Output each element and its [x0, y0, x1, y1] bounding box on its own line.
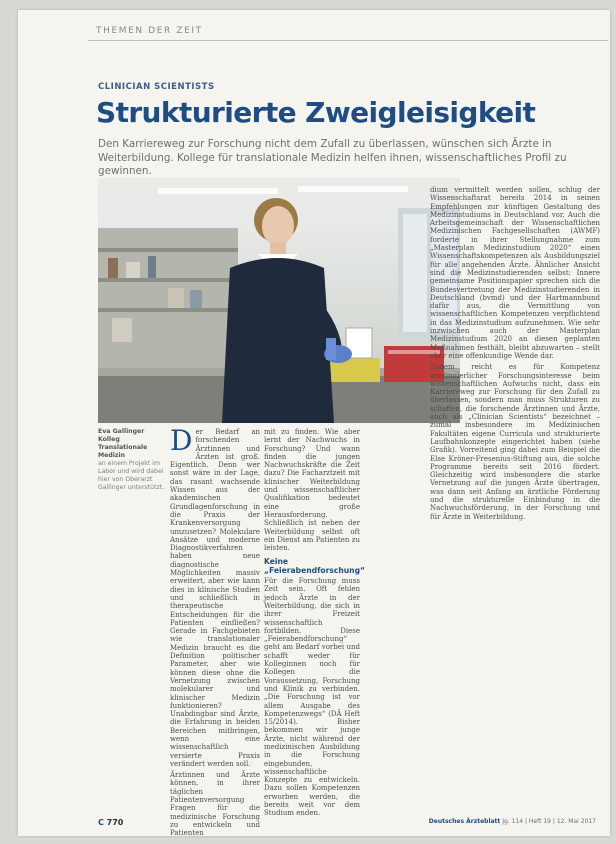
col3-paragraph-1: dium vermittelt werden sollen, schlug der Wissenschaftsrat bereits 2014 in seinen Empfehlungen zur künftigen Gestaltung des Medizinstudiums in Deutschland vor. Auch die Arbeitsgemeinschaft der Wissenschaftlichen Medizinischen Fachgesellschaften (AWMF) forderte in ihrer Stellungnahme zum „Masterplan Medizinstudium 2020“ einen Wissenschaftskompetenzen als Ausbildungsziel für alle angehenden Ärzte. Ähnlicher Ansicht sind die Medizinstudierenden selbst: Innere gemeinsame Positionspapier sprechen sich die Bundesvertretung der Medizinstudierenden in Deutschland (bvmd) und der Hartmannbund dafür aus, die Vermittlung von wissenschaftlichen Kompetenzen verpflichtend in das Medizinstudium aufzunehmen. Wie sehr inzwischen auch der Masterplan Medizinstudium 2020 an diesen geplanten Maßnahmen festhält, bleibt abzuwarten – stellt aber eine offenkundige Wende dar.	[430, 186, 600, 360]
researcher-in-lab-photo	[98, 178, 460, 423]
magazine-page	[18, 10, 610, 836]
caption-role: Kolleg Translationale Medizin	[98, 436, 148, 459]
col1-paragraph-2: Ärztinnen und Ärzte können, in ihrer täglichen Patientenversorgung Fragen für die medizinische Forschung zu entwickeln und Patienten	[170, 771, 260, 838]
caption-text: an einem Projekt im Labor und wird dabei hier von Oberarzt Gallinger unterstützt.	[98, 460, 165, 491]
page-prefix: C	[98, 818, 104, 827]
page-number-value: 770	[106, 818, 124, 827]
photo-caption	[98, 428, 168, 492]
article-column-2	[264, 428, 366, 821]
col2-paragraph-2: Für die Forschung muss Zeit sein. Oft fehlen jedoch Ärzte in der Weiterbildung, die sich in ihrer Freizeit wissenschaftlich fortbilden. Diese „Feierabendforschung“ geht am Bedarf vorbei und schafft weder für Kolleginnen noch für Kollegen die Voraussetzung, Forschung und Klinik zu verbinden. „Die Forschung ist vor allem Ausgabe des Kompetenzwegs“ (DÄ Heft 15/2014). Bisher bekommen wir junge Ärzte, nicht während der medizinischen Ausbildung in die Forschung eingebunden, wissenschaftliche Konzepte zu entwickeln. Dazu sollen Kompetenzen erworben werden, die bereits weit vor dem Studium enden.	[264, 577, 360, 818]
col1-paragraph-1: er Bedarf an forschenden Ärztinnen und Ärzten ist groß. Eigentlich. Denn wer sonst wäre in der Lage, das rasant wachsende Wissen aus der akademischen Grundlagenforschung in die Praxis der Krankenversorgung umzusetzen? Molekulare Ansätze und moderne Diagnostikverfahren haben neue diagnostische Möglichkeiten massiv erweitert, aber wie kann dies in klinische Studien und schließlich in therapeutische Entscheidungen für die Patienten einfließen? Gerade in Fachgebieten wie translationaler Medizin braucht es die Definition politischer Parameter, aber wie können diese ohne die Vernetzung zwischen molekularer und klinischer Medizin funktionieren? Unabdingbar sind Ärzte, die Erfahrung in beiden Bereichen mitbringen, wenn eine wissenschaftlich versierte Praxis verändert werden soll.	[170, 428, 260, 768]
article-headline: Strukturierte Zweigleisigkeit	[96, 96, 536, 129]
article-deck: Den Karriereweg zur Forschung nicht dem Zufall zu überlassen, wünschen sich Ärzte in Weiterbildung. Kollege für translationale Medizin helfen ihnen, wissenschaftliches Profil zu gewinnen.	[98, 138, 567, 177]
article-photo	[98, 178, 460, 423]
col3-paragraph-2: Zudem reicht es für Kompetenz kontinuierlicher Forschungsinteresse beim wissenschaftlichen Aufwuchs nicht, dass ein Karriereweg zur Forschung für den Zufall zu überlassen, sondern man muss Strukturen zu schaffen, die forschende Ärztinnen und Ärzte, auch als „Clinician Scientists“ bezeichnet – zumal insbesondere im Medizinischen Fakultäten eigene Curricula und strukturierte Laufbahnkonzepte eingerichtet haben (siehe Grafik). Vorreitend ging dabei zum Beispiel die Else Kröner-Fresenius-Stiftung aus, die solche Programme bereits seit 2016 fördert. Gleichzeitig wird insbesondere die starke Vernetzung auf die jungen Ärzte übertragen, was dann seit Anfang an ärztliche Förderung und die strukturelle Einbindung in die Nachwuchsförderung, in der Forschung und für Ärzte in Weiterbildung.	[430, 363, 600, 521]
article-kicker: CLINICIAN SCIENTISTS	[98, 82, 215, 92]
page-number	[98, 818, 123, 827]
journal-issue: Jg. 114 | Heft 19 | 12. Mai 2017	[502, 818, 596, 825]
article-column-3	[430, 186, 600, 524]
caption-name: Eva Gallinger	[98, 428, 145, 435]
article-column-1	[170, 424, 260, 841]
journal-footer	[429, 818, 596, 825]
header-rule	[88, 40, 608, 41]
journal-name: Deutsches Ärzteblatt	[428, 818, 501, 825]
dropcap: D	[170, 424, 193, 457]
section-rubric: THEMEN DER ZEIT	[96, 26, 203, 36]
col2-subhead: Keine „Feierabendforschung“	[264, 557, 366, 575]
col2-paragraph-1: mit zu finden. Wie aber lernt der Nachwuchs in Forschung? Und wann finden die jungen Nachwuchskräfte die Zeit dazu? Die Facharztzeit mit klinischer Weiterbildung und wissenschaftlicher Qualifikation bedeutet eine große Herausforderung. Schließlich ist neben der Weiterbildung selbst oft ein Dienst am Patienten zu leisten.	[264, 428, 360, 553]
